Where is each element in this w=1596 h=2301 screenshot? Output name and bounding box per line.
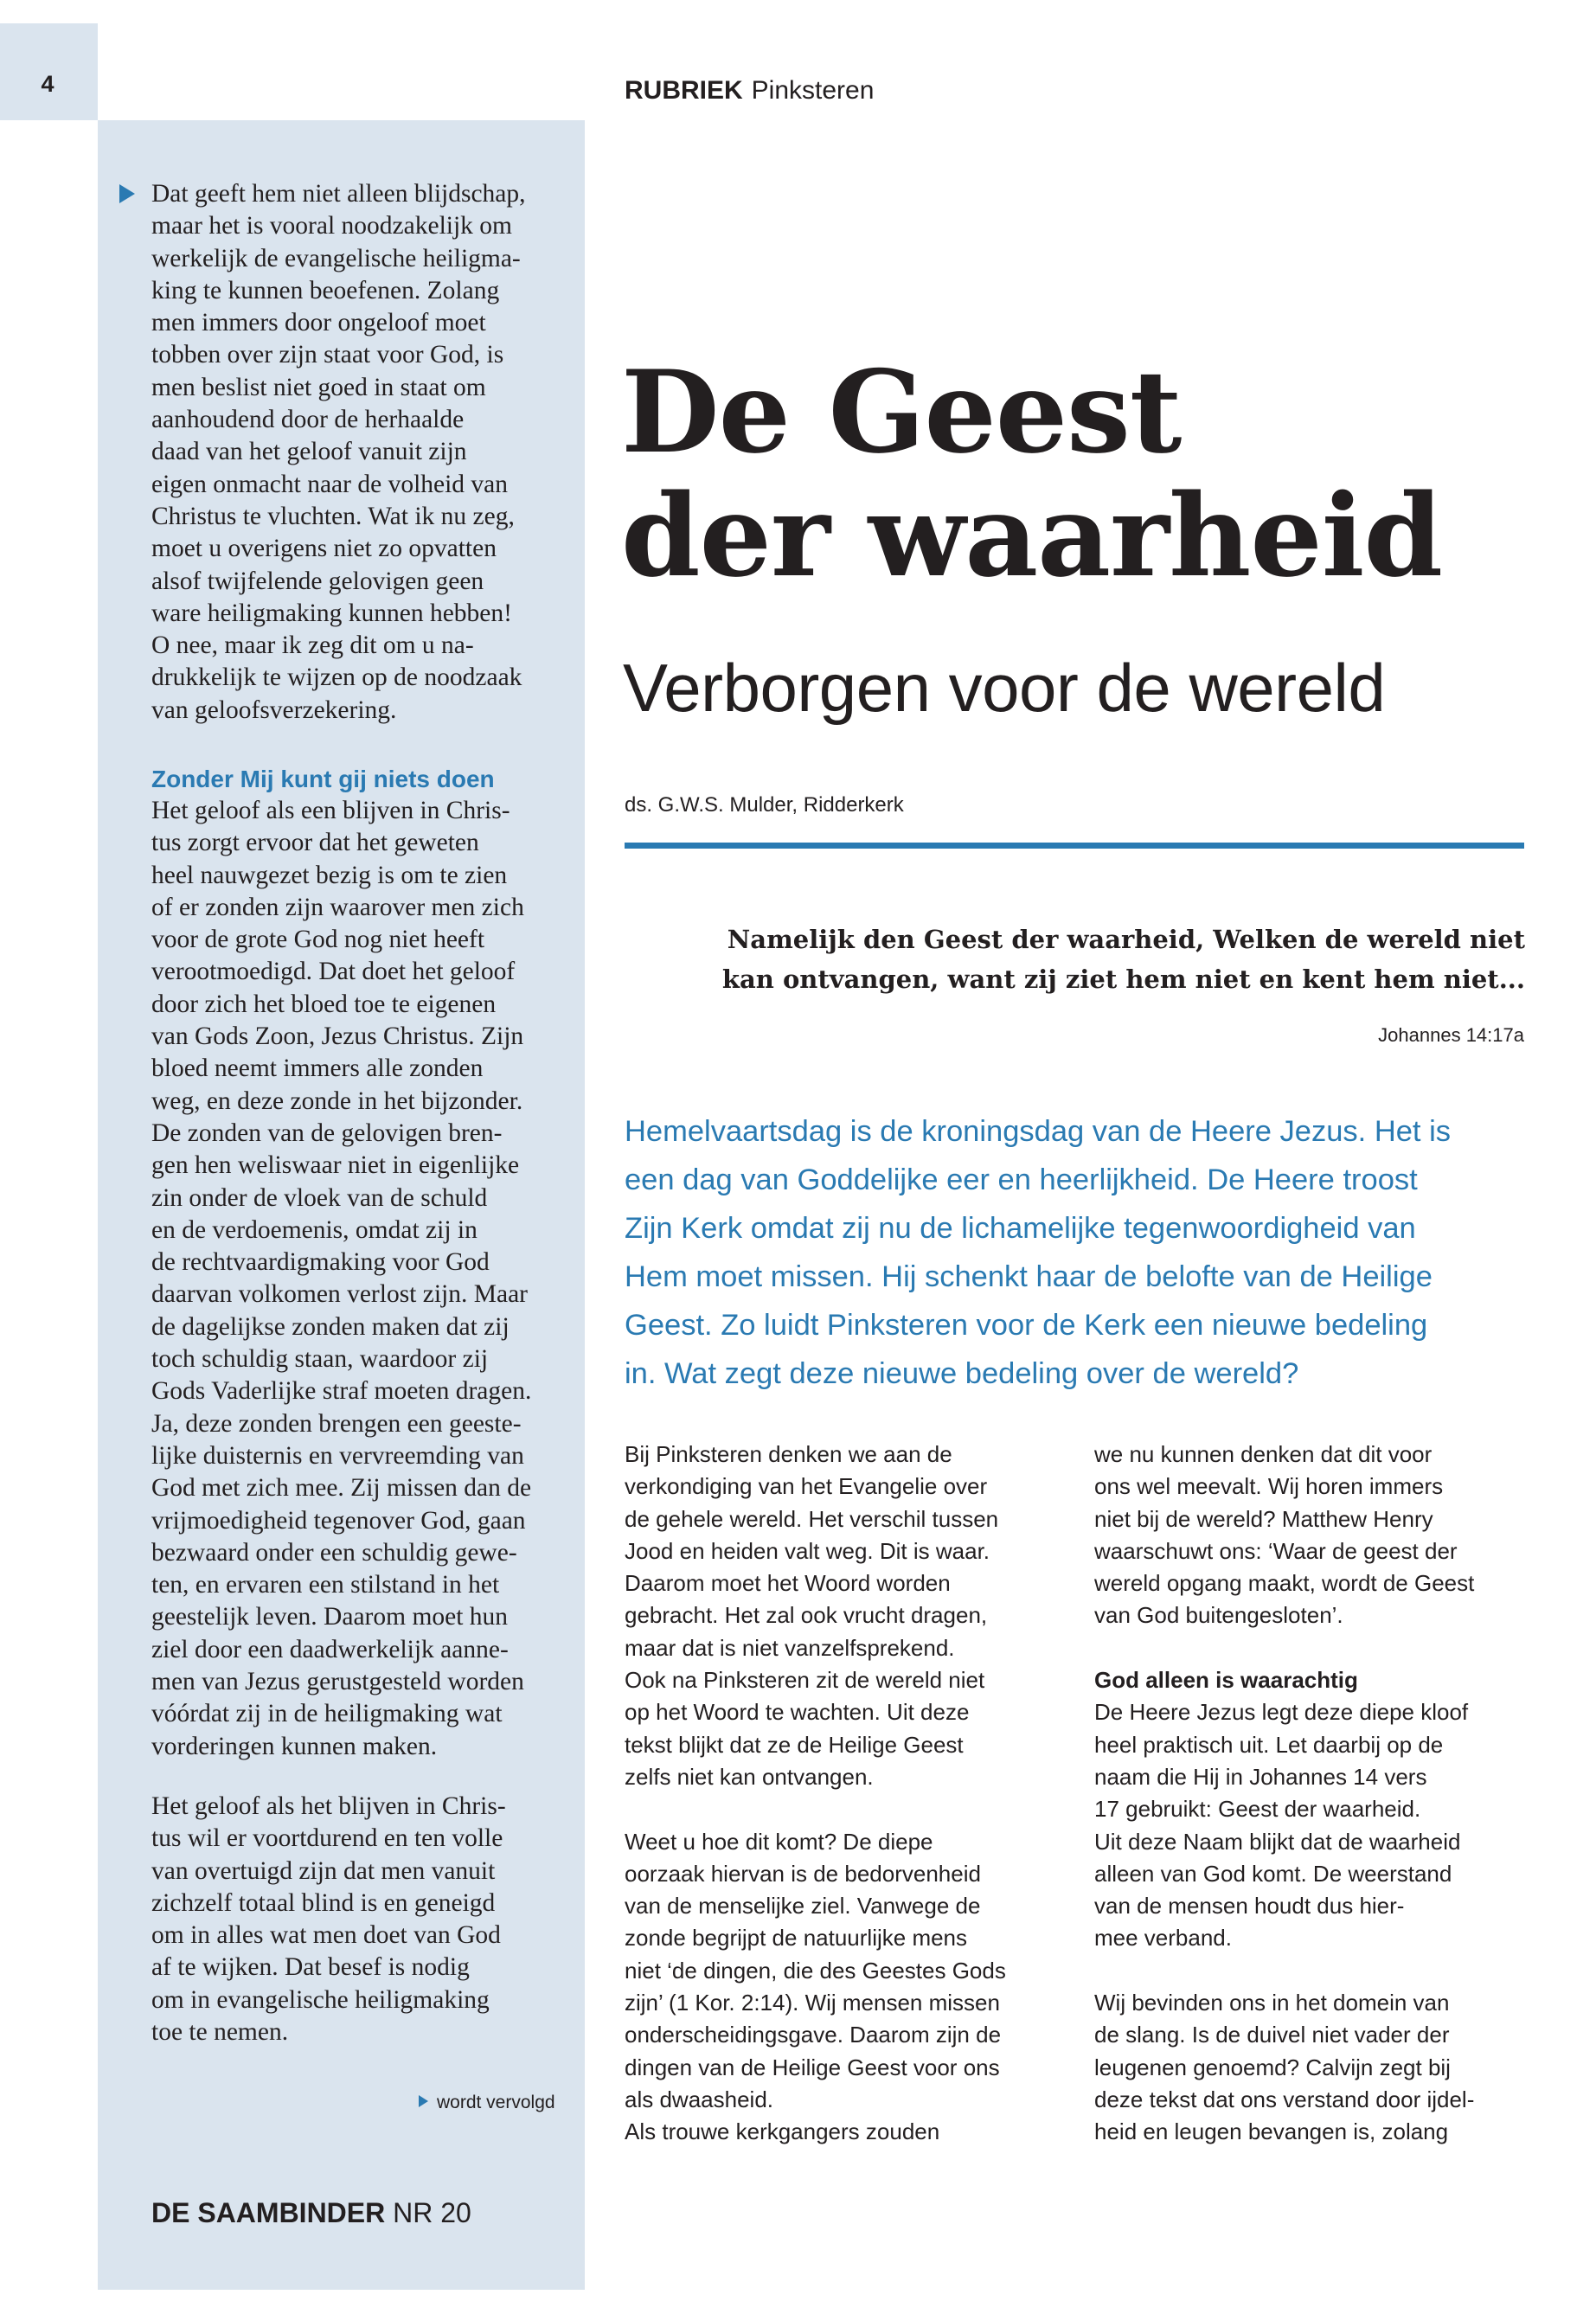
body-text-line: deze tekst dat ons verstand door ijdel- [1094,2086,1475,2112]
body-text-line: Jood en heiden valt weg. Dit is waar. [625,1537,990,1564]
body-text-line: niet bij de wereld? Matthew Henry [1094,1505,1433,1532]
body-column-1 [625,1439,1006,2149]
article-subtitle: Verborgen voor de wereld [623,650,1386,726]
body-text-line: wereld opgang maakt, wordt de Geest [1094,1570,1475,1597]
sidebar-text-line: vóórdat zij in de heiligmaking wat [151,1700,503,1728]
publication-name: DE SAAMBINDER [151,2197,386,2228]
sidebar-text-line: geestelijk leven. Daarom moet hun [151,1603,509,1631]
quote-line-1: Namelijk den Geest der waarheid, Welken de wereld niet [727,925,1525,954]
body-text-line: op het Woord te wachten. Uit deze [625,1699,970,1726]
sidebar-text-line: king te kunnen beoefenen. Zolang [151,276,500,304]
body-text-line: Wij bevinden ons in het domein van [1094,1990,1450,2016]
intro-line: in. Wat zegt deze nieuwe bedeling over de wereld? [625,1357,1299,1390]
sidebar-text-line: daad van het geloof vanuit zijn [151,438,467,466]
byline: ds. G.W.S. Mulder, Ridderkerk [625,793,904,817]
title-line-2: der waarheid [621,469,1443,602]
sidebar-text-line: men beslist niet goed in staat om [151,373,486,401]
body-text-line: de slang. Is de duivel niet vader der [1094,2022,1450,2048]
intro-line: Geest. Zo luidt Pinksteren voor de Kerk een nieuwe bedeling [625,1309,1428,1342]
sidebar-text-line: drukkelijk te wijzen op de noodzaak [151,663,522,692]
sidebar-text-line: daarvan volkomen verlost zijn. Maar [151,1280,528,1309]
sidebar-text-line: van geloofsverzekering. [151,695,397,724]
body-text-line: we nu kunnen denken dat dit voor [1094,1441,1433,1467]
intro-line: Hem moet missen. Hij schenkt haar de belofte van de Heilige [625,1260,1433,1293]
sidebar-paragraph-1 [151,178,571,727]
sidebar-text-line: toch schuldig staan, waardoor zij [151,1345,489,1374]
continued-arrow-icon [419,2095,428,2107]
sidebar-heading: Zonder Mij kunt gij niets doen [151,766,495,792]
body-text-line: tekst blijkt dat ze de Heilige Geest [625,1731,964,1758]
body-text-line: alleen van God komt. De weerstand [1094,1860,1452,1887]
body-text-line: mee verband. [1094,1925,1232,1952]
body-text-line: ons wel meevalt. Wij horen immers [1094,1473,1444,1500]
sidebar-text-line: ziel door een daadwerkelijk aanne- [151,1635,509,1663]
sidebar-text-line: ten, en ervaren een stilstand in het [151,1571,500,1599]
sidebar-text-line: gen hen weliswaar niet in eigenlijke [151,1151,520,1180]
sidebar-text-line: God met zich mee. Zij missen dan de [151,1474,532,1503]
body-text-line: Bij Pinksteren denken we aan de [625,1441,952,1467]
sidebar-text-line: bloed neemt immers alle zonden [151,1054,484,1083]
sidebar-text-line: zichzelf totaal blind is en geneigd [151,1888,496,1917]
intro-line: Hemelvaartsdag is de kroningsdag van de Heere Jezus. Het is [625,1115,1451,1148]
section-heading: God alleen is waarachtig [1094,1667,1358,1694]
publication-footer [151,2197,471,2229]
sidebar-text-line: Ja, deze zonden brengen een geeste- [151,1409,522,1438]
title-divider [625,843,1524,849]
sidebar-text-line: aanhoudend door de herhaalde [151,406,465,434]
sidebar-paragraph-3 [151,1791,571,2048]
body-text-line: dingen van de Heilige Geest voor ons [625,2054,1000,2080]
sidebar-text-line: Gods Vaderlijke straf moeten dragen. [151,1377,532,1406]
body-text-line: waarschuwt ons: ‘Waar de geest der [1094,1537,1458,1564]
sidebar-text-line: bezwaard onder een schuldig gewe- [151,1538,517,1567]
sidebar-text-line: moet u overigens niet zo opvatten [151,535,497,563]
body-text-line: leugenen genoemd? Calvijn zegt bij [1094,2054,1451,2080]
rubric-header [625,76,874,106]
continued-note [419,2093,555,2113]
sidebar-text-line: Dat geeft hem niet alleen blijdschap, [151,180,526,208]
sidebar-text-line: heel nauwgezet bezig is om te zien [151,861,508,889]
intro-line: Zijn Kerk omdat zij nu de lichamelijke tegenwoordigheid van [625,1212,1416,1245]
body-text-line: als dwaasheid. [625,2086,773,2112]
sidebar-text-line: men van Jezus gerustgesteld worden [151,1668,524,1696]
title-line-1: De Geest [621,345,1182,478]
rubric-name: Pinksteren [751,76,875,105]
issue-number: NR 20 [393,2197,471,2228]
article-intro [625,1107,1533,1398]
body-text-line: Ook na Pinksteren zit de wereld niet [625,1667,985,1694]
sidebar-text-line: af te wijken. Dat besef is nodig [151,1953,470,1982]
paragraph-gap [1094,1632,1474,1664]
body-text-line: de gehele wereld. Het verschil tussen [625,1505,999,1532]
sidebar-text-line: verootmoedigd. Dat doet het geloof [151,958,516,986]
body-text-line: van de menselijke ziel. Vanwege de [625,1893,981,1920]
sidebar-text-line: vorderingen kunnen maken. [151,1732,438,1760]
body-text-line: verkondiging van het Evangelie over [625,1473,988,1500]
quote-line-2: kan ontvangen, want zij ziet hem niet en kent hem niet... [721,965,1525,994]
body-text-line: Uit deze Naam blijkt dat de waarheid [1094,1828,1461,1855]
body-text-line: Als trouwe kerkgangers zouden [625,2118,940,2145]
sidebar-text-line: weg, en deze zonde in het bijzonder. [151,1086,523,1115]
article-title [621,345,1443,602]
body-text-line: Weet u hoe dit komt? De diepe [625,1828,933,1855]
sidebar-text-line: men immers door ongeloof moet [151,309,486,337]
page-number: 4 [41,71,54,97]
sidebar-text-line: zin onder de vloek van de schuld [151,1183,488,1212]
sidebar-text-line: en de verdoemenis, omdat zij in [151,1215,478,1244]
quote-reference: Johannes 14:17a [1378,1024,1524,1046]
body-text-line: van God buitengesloten’. [1094,1602,1343,1629]
sidebar-text-line: om in evangelische heiligmaking [151,1985,490,2014]
bible-quote [660,920,1525,999]
sidebar-text-line: eigen onmacht naar de volheid van [151,470,509,498]
body-column-2 [1094,1439,1474,2149]
sidebar-text-line: van Gods Zoon, Jezus Christus. Zijn [151,1022,524,1051]
body-text-line: gebracht. Het zal ook vrucht dragen, [625,1602,988,1629]
sidebar-text-line: Christus te vluchten. Wat ik nu zeg, [151,502,515,530]
rubric-label: RUBRIEK [625,76,743,105]
sidebar-text-line: van overtuigd zijn dat men vanuit [151,1856,496,1885]
sidebar-paragraph-2 [151,795,571,1763]
intro-line: een dag van Goddelijke eer en heerlijkheid. De Heere troost [625,1163,1418,1196]
sidebar-text-line: lijke duisternis en vervreemding van [151,1441,524,1470]
body-text-line: heid en leugen bevangen is, zolang [1094,2118,1449,2145]
sidebar-text-line: Het geloof als een blijven in Chris- [151,797,510,824]
sidebar-text-line: tus wil er voortdurend en ten volle [151,1824,503,1853]
sidebar-text-line: of er zonden zijn waarover men zich [151,893,524,921]
sidebar-text-line: ware heiligmaking kunnen hebben! [151,599,512,627]
sidebar-text-line: alsof twijfelende gelovigen geen [151,567,484,595]
body-text-line: van de mensen houdt dus hier- [1094,1893,1405,1920]
continued-text: wordt vervolgd [437,2093,555,2112]
body-text-line: Daarom moet het Woord worden [625,1570,951,1597]
body-text-line: heel praktisch uit. Let daarbij op de [1094,1731,1444,1758]
sidebar-text-line: toe te nemen. [151,2018,289,2047]
sidebar-text-line: vrijmoedigheid tegenover God, gaan [151,1506,526,1535]
body-text-line: onderscheidingsgave. Daarom zijn de [625,2022,1002,2048]
body-text-line: maar dat is niet vanzelfsprekend. [625,1634,955,1661]
sidebar-text-line: tobben over zijn staat voor God, is [151,341,504,369]
sidebar-text-line: De zonden van de gelovigen bren- [151,1118,503,1147]
sidebar-text-line: door zich het bloed toe te eigenen [151,990,497,1018]
body-text-line: De Heere Jezus legt deze diepe kloof [1094,1699,1469,1726]
sidebar-text-line: de rechtvaardigmaking voor God [151,1248,490,1277]
sidebar-text-line: werkelijk de evangelische heiligma- [151,244,521,272]
sidebar-text-line: de dagelijkse zonden maken dat zij [151,1312,510,1341]
sidebar-text-line: tus zorgt ervoor dat het geweten [151,829,479,857]
sidebar-text-line: om in alles wat men doet van God [151,1921,501,1950]
sidebar-heading-block [151,763,571,795]
body-text-line: zonde begrijpt de natuurlijke mens [625,1925,968,1952]
sidebar-text-line: O nee, maar ik zeg dit om u na- [151,631,474,660]
body-text-line: zelfs niet kan ontvangen. [625,1763,874,1790]
body-text-line [1094,1955,1474,1987]
sidebar-text-line: Het geloof als het blijven in Chris- [151,1792,506,1820]
body-text-line: naam die Hij in Johannes 14 vers [1094,1763,1427,1790]
continuation-arrow-icon [119,184,135,203]
sidebar-text-line: voor de grote God nog niet heeft [151,926,485,954]
body-text-line [625,1793,1006,1825]
body-text-line: zijn’ (1 Kor. 2:14). Wij mensen missen [625,1990,1000,2016]
body-text-line: oorzaak hiervan is de bedorvenheid [625,1860,981,1887]
body-text-line: 17 gebruikt: Geest der waarheid. [1094,1796,1421,1823]
sidebar-text-line: maar het is vooral noodzakelijk om [151,212,512,240]
body-text-line: niet ‘de dingen, die des Geestes Gods [625,1957,1006,1984]
